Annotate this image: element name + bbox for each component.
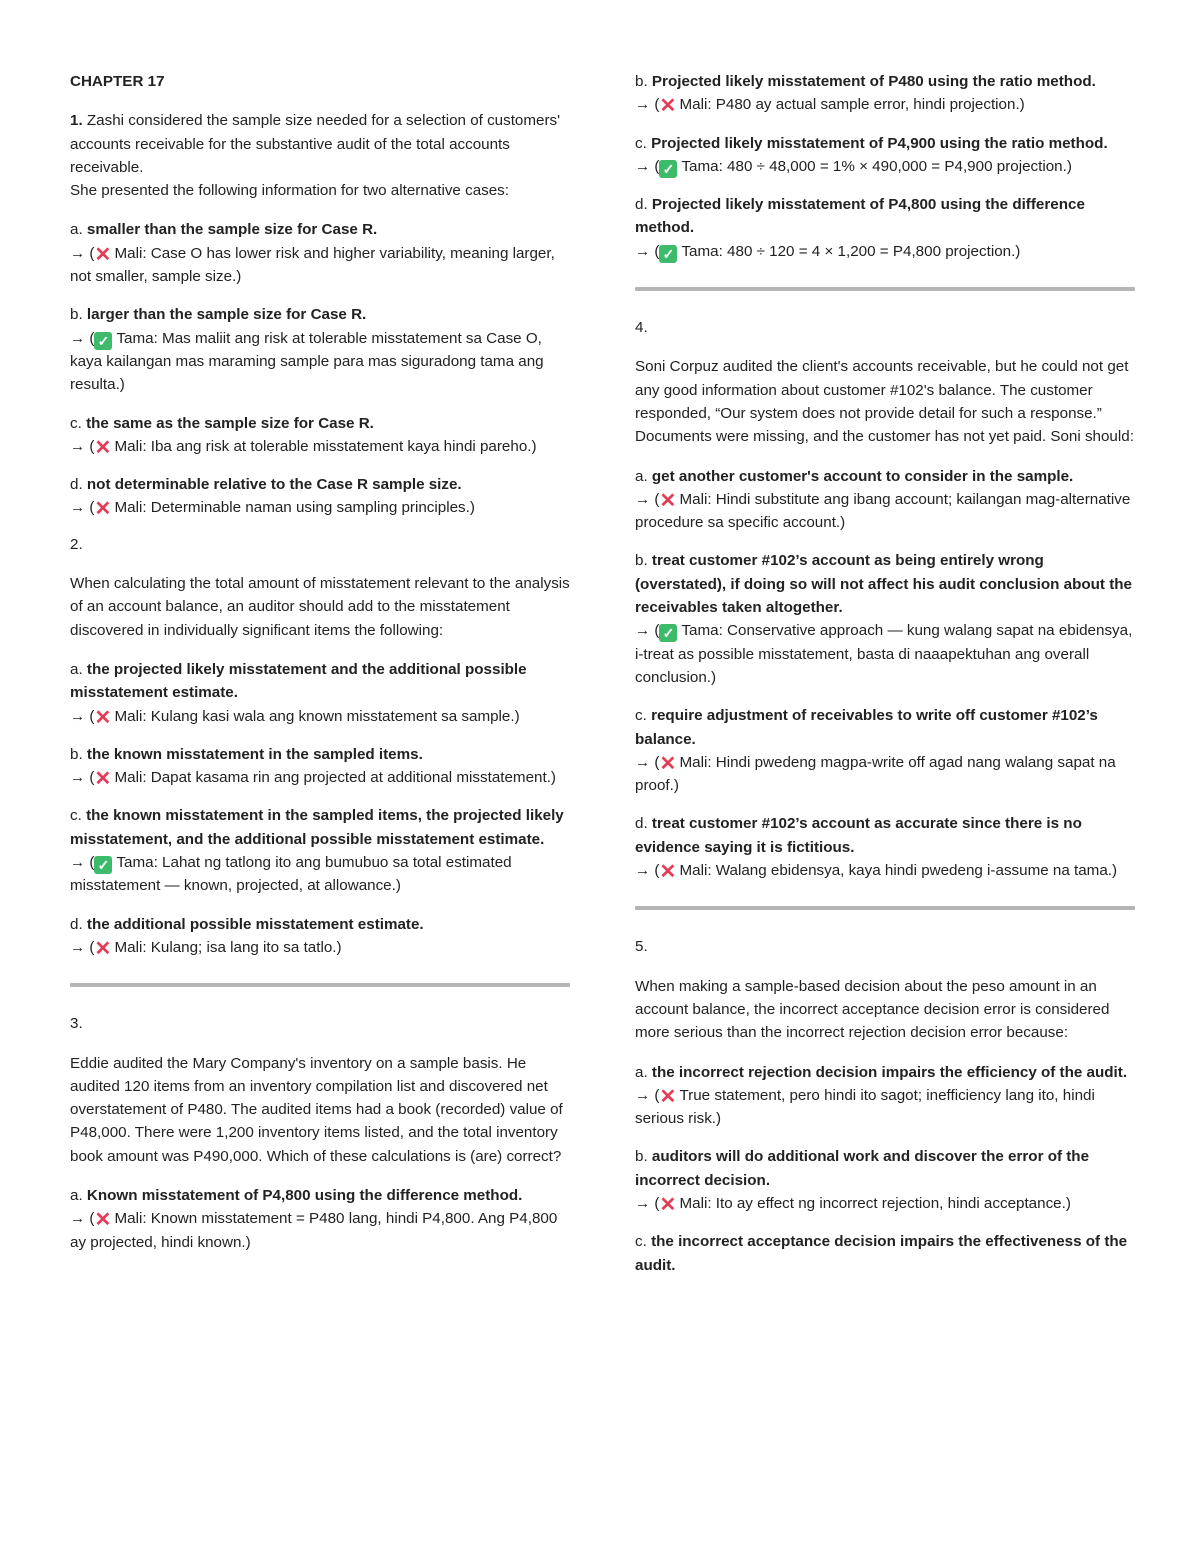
explanation-text: Tama: 480 ÷ 48,000 = 1% × 490,000 = P4,900 projection.) bbox=[681, 157, 1072, 175]
check-icon: ✓ bbox=[94, 856, 112, 874]
choice-text: treat customer #102’s account as accurate since there is no evidence saying it is fictitious. bbox=[635, 815, 1082, 856]
choice-text: Known misstatement of P4,800 using the difference method. bbox=[86, 1186, 523, 1204]
question-number: 2. bbox=[70, 535, 83, 553]
section-divider bbox=[635, 906, 1135, 910]
explanation-text: Mali: Hindi pwedeng magpa-write off agad nang walang sapat na proof.) bbox=[635, 753, 1116, 795]
right-column bbox=[635, 70, 1135, 1277]
choice-text: the known misstatement in the sampled items, the projected likely misstatement, and the additional possible misstatement estimate. bbox=[70, 807, 564, 848]
choice-b bbox=[635, 70, 1135, 93]
choice-c bbox=[635, 704, 1135, 751]
question-1 bbox=[70, 109, 570, 519]
choice-letter: b. bbox=[70, 745, 83, 763]
choice-d bbox=[635, 812, 1135, 859]
choice-letter: a. bbox=[635, 467, 648, 485]
explanation-text: Mali: Dapat kasama rin ang projected at additional misstatement.) bbox=[114, 769, 556, 787]
choice-c bbox=[635, 1230, 1135, 1277]
choice-letter: d. bbox=[635, 815, 648, 833]
question-2 bbox=[70, 533, 570, 959]
choice-letter: a. bbox=[70, 221, 83, 239]
choice-text: the incorrect rejection decision impairs the efficiency of the audit. bbox=[651, 1063, 1128, 1081]
choice-letter: d. bbox=[70, 476, 83, 494]
arrow-prefix: → ( bbox=[635, 96, 660, 114]
question-stem: 1. Zashi considered the sample size needed for a selection of customers' accounts receivable for the substantive audit of the total accounts receivable. bbox=[70, 112, 561, 176]
cross-icon: ✕ bbox=[659, 1193, 677, 1216]
choice-a bbox=[70, 658, 570, 705]
explanation bbox=[70, 851, 570, 898]
choice-letter: b. bbox=[70, 306, 83, 324]
explanation bbox=[635, 1084, 1135, 1131]
cross-icon: ✕ bbox=[94, 937, 112, 960]
choice-letter: a. bbox=[70, 660, 83, 678]
choice-text: require adjustment of receivables to write off customer #102’s balance. bbox=[635, 707, 1098, 748]
cross-icon: ✕ bbox=[659, 95, 677, 118]
cross-icon: ✕ bbox=[659, 752, 677, 775]
arrow-prefix: → ( bbox=[635, 1086, 660, 1104]
cross-icon: ✕ bbox=[94, 706, 112, 729]
explanation bbox=[635, 751, 1135, 798]
arrow-prefix: → ( bbox=[70, 329, 95, 347]
arrow-prefix: → ( bbox=[70, 854, 95, 872]
explanation-text: Mali: Known misstatement = P480 lang, hindi P4,800. Ang P4,800 ay projected, hindi known.) bbox=[70, 1210, 558, 1251]
arrow-prefix: → ( bbox=[70, 769, 95, 787]
choice-text: Projected likely misstatement of P480 using the ratio method. bbox=[651, 73, 1096, 90]
choice-a bbox=[635, 465, 1135, 488]
explanation bbox=[70, 766, 570, 789]
explanation bbox=[635, 1192, 1135, 1215]
choice-d bbox=[70, 913, 570, 936]
arrow-prefix: → ( bbox=[70, 938, 95, 956]
explanation bbox=[635, 93, 1135, 116]
arrow-prefix: → ( bbox=[70, 1210, 95, 1228]
choice-text: the additional possible misstatement estimate. bbox=[86, 915, 424, 933]
explanation-text: Mali: Determinable naman using sampling principles.) bbox=[114, 499, 475, 517]
arrow-prefix: → ( bbox=[635, 1194, 660, 1212]
choice-text: not determinable relative to the Case R sample size. bbox=[86, 476, 462, 494]
question-5 bbox=[635, 935, 1135, 1277]
choice-text: the projected likely misstatement and the additional possible misstatement estimate. bbox=[70, 660, 527, 702]
arrow-prefix: → ( bbox=[635, 753, 660, 771]
cross-icon: ✕ bbox=[94, 243, 112, 266]
explanation bbox=[70, 705, 570, 728]
question-4 bbox=[635, 316, 1135, 882]
explanation bbox=[635, 488, 1135, 535]
choice-a bbox=[70, 1184, 570, 1207]
explanation-text: Tama: 480 ÷ 120 = 4 × 1,200 = P4,800 projection.) bbox=[681, 242, 1021, 260]
left-column bbox=[70, 70, 570, 1269]
question-stem: When making a sample-based decision about the peso amount in an account balance, the incorrect acceptance decision error is considered more serious than the incorrect rejection decision error because: bbox=[635, 977, 1110, 1042]
question-stem-continued: She presented the following information for two alternative cases: bbox=[70, 182, 509, 200]
arrow-prefix: → ( bbox=[635, 242, 660, 260]
choice-text: smaller than the sample size for Case R. bbox=[86, 221, 378, 239]
arrow-prefix: → ( bbox=[70, 244, 95, 262]
explanation bbox=[70, 1207, 570, 1254]
choice-text: the known misstatement in the sampled items. bbox=[86, 745, 423, 763]
arrow-prefix: → ( bbox=[635, 490, 660, 508]
question-number: 3. bbox=[70, 1015, 83, 1033]
choice-text: treat customer #102’s account as being entirely wrong (overstated), if doing so will not affect his audit conclusion about the receivables taken altogether. bbox=[635, 552, 1132, 617]
question-number: 5. bbox=[635, 938, 648, 956]
choice-letter: a. bbox=[635, 1063, 648, 1081]
question-3 bbox=[70, 1012, 570, 1254]
explanation-text: Mali: Kulang; isa lang ito sa tatlo.) bbox=[114, 938, 342, 956]
check-icon: ✓ bbox=[659, 624, 677, 642]
question-stem: Eddie audited the Mary Company's inventory on a sample basis. He audited 120 items from an inventory compilation list and discovered net overstatement of P480. The audited items had a book (recorded) value of P48,000. There were 1,200 inventory items listed, and the total inventory book amount was P490,000. Which of these calculations is (are) correct? bbox=[70, 1054, 563, 1165]
choice-letter: b. bbox=[635, 73, 648, 90]
choice-letter: a. bbox=[70, 1186, 83, 1204]
explanation bbox=[70, 936, 570, 959]
explanation bbox=[70, 435, 570, 458]
choice-text: the same as the sample size for Case R. bbox=[86, 414, 374, 432]
question-number: 1. bbox=[70, 112, 83, 130]
section-divider bbox=[70, 983, 570, 987]
explanation-text: Mali: Case O has lower risk and higher variability, meaning larger, not smaller, sample size.) bbox=[70, 244, 555, 286]
arrow-prefix: → ( bbox=[70, 499, 95, 517]
cross-icon: ✕ bbox=[659, 1085, 677, 1108]
explanation-text: Tama: Mas maliit ang risk at tolerable misstatement sa Case O, kaya kailangan mas maraming sample para mas siguradong tama ang resulta.) bbox=[70, 329, 544, 394]
explanation bbox=[70, 496, 570, 519]
cross-icon: ✕ bbox=[94, 768, 112, 791]
choice-letter: d. bbox=[635, 196, 648, 214]
choice-text: Projected likely misstatement of P4,900 using the ratio method. bbox=[651, 134, 1108, 152]
check-icon: ✓ bbox=[659, 245, 677, 263]
explanation bbox=[70, 327, 570, 397]
choice-letter: c. bbox=[635, 134, 647, 152]
question-stem: When calculating the total amount of misstatement relevant to the analysis of an account balance, an auditor should add to the misstatement discovered in individually significant items the following: bbox=[70, 575, 570, 639]
choice-text: auditors will do additional work and discover the error of the incorrect decision. bbox=[635, 1148, 1090, 1189]
choice-letter: b. bbox=[635, 1148, 648, 1166]
arrow-prefix: → ( bbox=[635, 862, 660, 880]
choice-d bbox=[635, 193, 1135, 240]
explanation-text: True statement, pero hindi ito sagot; inefficiency lang ito, hindi serious risk.) bbox=[635, 1086, 1095, 1128]
check-icon: ✓ bbox=[659, 160, 677, 178]
choice-b bbox=[70, 743, 570, 766]
choice-text: larger than the sample size for Case R. bbox=[86, 306, 367, 324]
explanation bbox=[635, 240, 1135, 263]
choice-b bbox=[635, 549, 1135, 619]
choice-a bbox=[70, 218, 570, 241]
cross-icon: ✕ bbox=[94, 1209, 112, 1232]
choice-a bbox=[635, 1061, 1135, 1084]
choice-text: the incorrect acceptance decision impairs the effectiveness of the audit. bbox=[635, 1233, 1128, 1274]
explanation-text: Mali: P480 ay actual sample error, hindi projection.) bbox=[679, 96, 1025, 114]
explanation bbox=[635, 619, 1135, 689]
arrow-prefix: → ( bbox=[70, 707, 95, 725]
arrow-prefix: → ( bbox=[635, 157, 660, 175]
choice-b bbox=[635, 1145, 1135, 1192]
choice-d bbox=[70, 473, 570, 496]
explanation bbox=[635, 859, 1135, 882]
cross-icon: ✕ bbox=[659, 489, 677, 512]
explanation-text: Mali: Kulang kasi wala ang known misstatement sa sample.) bbox=[114, 707, 520, 725]
explanation-text: Tama: Lahat ng tatlong ito ang bumubuo sa total estimated misstatement — known, projected, at allowance.) bbox=[70, 854, 512, 895]
arrow-prefix: → ( bbox=[70, 437, 95, 455]
arrow-prefix: → ( bbox=[635, 622, 660, 640]
choice-c bbox=[635, 132, 1135, 155]
choice-letter: c. bbox=[70, 807, 82, 825]
explanation-text: Mali: Walang ebidensya, kaya hindi pwedeng i-assume na tama.) bbox=[679, 862, 1118, 880]
section-divider bbox=[635, 287, 1135, 291]
question-number: 4. bbox=[635, 319, 648, 337]
choice-letter: b. bbox=[635, 552, 648, 570]
explanation-text: Mali: Hindi substitute ang ibang account; kailangan mag-alternative procedure sa specific account.) bbox=[635, 490, 1131, 532]
chapter-title: CHAPTER 17 bbox=[70, 73, 165, 90]
choice-b bbox=[70, 303, 570, 326]
explanation-text: Tama: Conservative approach — kung walang sapat na ebidensya, i-treat as possible misstatement, basta di naaapektuhan ang overall conclusion.) bbox=[635, 622, 1133, 686]
explanation bbox=[70, 242, 570, 289]
cross-icon: ✕ bbox=[659, 861, 677, 884]
cross-icon: ✕ bbox=[94, 436, 112, 459]
choice-c bbox=[70, 412, 570, 435]
choice-text: get another customer's account to consider in the sample. bbox=[651, 467, 1074, 485]
choice-letter: d. bbox=[70, 915, 83, 933]
question-stem: Soni Corpuz audited the client's accounts receivable, but he could not get any good information about customer #102's balance. The customer responded, “Our system does not provide detail for such a response.” Documents were missing, and the customer has not yet paid. Soni should: bbox=[635, 358, 1134, 446]
explanation-text: Mali: Iba ang risk at tolerable misstatement kaya hindi pareho.) bbox=[114, 437, 537, 455]
explanation bbox=[635, 155, 1135, 178]
choice-text: Projected likely misstatement of P4,800 using the difference method. bbox=[635, 196, 1085, 237]
cross-icon: ✕ bbox=[94, 498, 112, 521]
explanation-text: Mali: Ito ay effect ng incorrect rejection, hindi acceptance.) bbox=[679, 1194, 1071, 1212]
choice-letter: c. bbox=[635, 1233, 647, 1251]
choice-letter: c. bbox=[635, 707, 647, 725]
choice-letter: c. bbox=[70, 414, 82, 432]
choice-c bbox=[70, 804, 570, 851]
check-icon: ✓ bbox=[94, 332, 112, 350]
